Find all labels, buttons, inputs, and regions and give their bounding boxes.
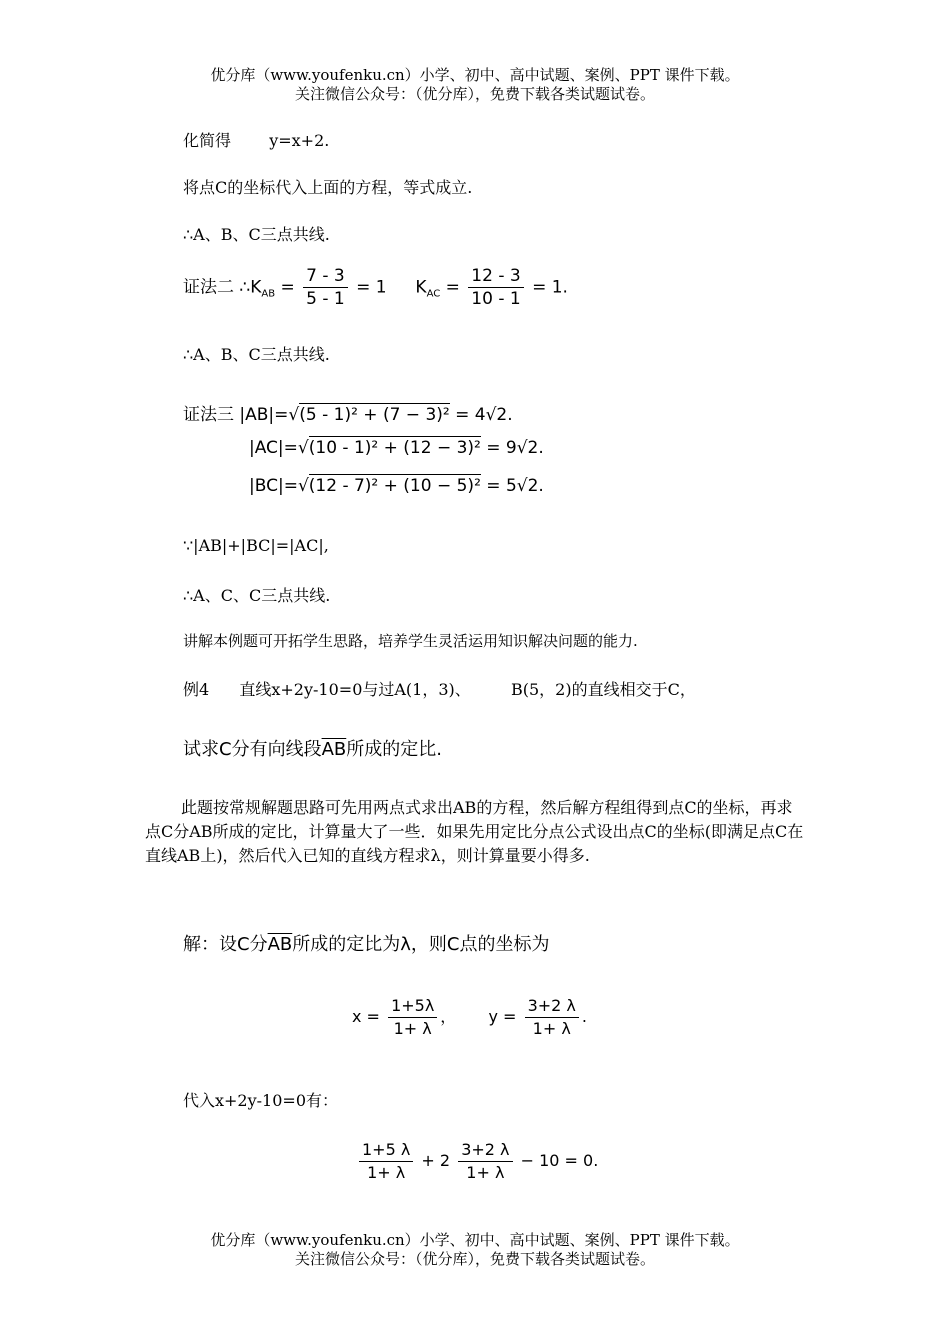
substitute-into-line: 代入x+2y-10=0有： [183, 1091, 339, 1110]
question-prefix: 试求C分有向线段 [183, 739, 322, 760]
solution-segment-ab: $\overline{AB}$ [267, 934, 293, 955]
ab-length-result: = 4√2. [455, 405, 513, 425]
analysis-text: 此题按常规解题思路可先用两点式求出AB的方程，然后解方程组得到点C的坐标，再求点C分AB所成的定比，计算量大了一些．如果先用定比分点公式设出点C的坐标(即满足点C在直线AB上)，然后代入已知的直线方程求λ，则计算量要小得多. [145, 798, 804, 865]
footer-line-2: 关注微信公众号：（优分库），免费下载各类试题试卷。 [294, 1250, 655, 1268]
x-denominator: 1+ λ [393, 1019, 432, 1038]
final-fraction-1-numerator: 1+5 λ [359, 1140, 413, 1162]
kac-subscript: AC [426, 288, 441, 300]
slope-ab-denominator: 5 - 1 [306, 289, 345, 309]
point-c-coordinates [352, 996, 587, 1039]
analysis-paragraph [145, 796, 805, 868]
example-4-label: 例4 [183, 680, 210, 699]
slope-ab-numerator: 7 - 3 [303, 266, 348, 288]
simplify-equation: y=x+2. [269, 131, 330, 150]
example-4-line [183, 677, 696, 700]
slope-ac-fraction [468, 266, 523, 309]
final-equation [356, 1140, 598, 1183]
teaching-note: 讲解本例题可开拓学生思路，培养学生灵活运用知识解决问题的能力. [183, 632, 638, 650]
bc-length-result: = 5√2. [486, 476, 544, 496]
solution-prefix: 解：设C分 [183, 934, 268, 955]
header-line-2: 关注微信公众号：（优分库），免费下载各类试题试卷。 [294, 85, 655, 103]
solution-line [183, 930, 549, 956]
slope-ac-result: = 1. [532, 277, 568, 298]
x-fraction [388, 996, 437, 1039]
solution-suffix: 所成的定比为λ，则C点的坐标为 [292, 934, 550, 955]
final-rest: − 10 = 0. [520, 1151, 599, 1170]
proof-three-bc: |BC|=√(12 - 7)² + (10 − 5)² = 5√2. [249, 476, 544, 496]
proof-two: 证法二 $\therefore K_{AB}$ = $\frac{7 - 3}{5 - 1}$ = 1 $K_{AC}$ = $\frac{12 - 3}{10 - 1}$ = 1. [183, 266, 568, 309]
final-fraction-1 [359, 1140, 413, 1183]
ab-length-radicand: (5 - 1)² + (7 − 3)² [299, 405, 450, 425]
kab-subscript: AB [261, 288, 276, 300]
y-fraction [525, 996, 579, 1039]
header-line-1: 优分库（www.youfenku.cn）小学、初中、高中试题、案例、PPT 课件下载。 [210, 66, 740, 84]
y-lhs: y = [488, 1007, 517, 1026]
coord-end: . [581, 1007, 587, 1026]
ac-length-lhs: |AC|= [249, 438, 298, 458]
final-fraction-2 [458, 1140, 512, 1183]
example-4-text-2: B(5，2)的直线相交于C， [510, 680, 696, 699]
simplify-line [183, 128, 329, 151]
collinear-conclusion-3: ∴A、C、C三点共线. [183, 586, 331, 605]
collinear-conclusion-1: ∴A、B、C三点共线. [183, 225, 330, 244]
ab-length-lhs: |AB|= [239, 405, 289, 425]
proof-three-label: 证法三 [183, 405, 234, 425]
final-fraction-2-denominator: 1+ λ [466, 1163, 505, 1182]
final-plus-two: + 2 [421, 1151, 451, 1170]
coord-separator: ， [440, 1007, 457, 1026]
proof-two-label: 证法二 [183, 277, 234, 298]
collinear-conclusion-2: ∴A、B、C三点共线. [183, 345, 330, 364]
question-segment-ab: $\overline{AB}$ [321, 739, 347, 760]
kac-label: K [415, 277, 427, 298]
slope-ac-numerator: 12 - 3 [468, 266, 523, 288]
ac-length-radicand: (10 - 1)² + (12 − 3)² [308, 438, 481, 458]
footer-line-1: 优分库（www.youfenku.cn）小学、初中、高中试题、案例、PPT 课件下载。 [210, 1231, 740, 1249]
y-numerator: 3+2 λ [525, 996, 579, 1018]
ac-length-result: = 9√2. [486, 438, 544, 458]
proof-three-ac: |AC|=√(10 - 1)² + (12 − 3)² = 9√2. [249, 438, 544, 458]
because-line: ∵|AB|+|BC|=|AC|, [183, 536, 329, 555]
question-suffix: 所成的定比. [346, 739, 442, 760]
example-4-question [183, 735, 442, 761]
x-lhs: x = [352, 1007, 380, 1026]
y-denominator: 1+ λ [532, 1019, 571, 1038]
final-fraction-2-numerator: 3+2 λ [458, 1140, 512, 1162]
bc-length-radicand: (12 - 7)² + (10 − 5)² [308, 476, 481, 496]
proof-three-ab: 证法三 |AB|=√(5 - 1)² + (7 − 3)² = 4√2. [183, 405, 513, 425]
x-numerator: 1+5λ [388, 996, 437, 1018]
example-4-text: 直线x+2y-10=0与过A(1，3)、 [239, 680, 471, 699]
slope-ab-fraction [303, 266, 348, 309]
slope-ac-denominator: 10 - 1 [471, 289, 521, 309]
simplify-label: 化简得 [183, 131, 232, 150]
therefore-kab: ∴K [239, 277, 262, 298]
final-fraction-1-denominator: 1+ λ [367, 1163, 406, 1182]
bc-length-lhs: |BC|= [249, 476, 298, 496]
slope-ab-result: = 1 [356, 277, 387, 298]
substitute-line: 将点C的坐标代入上面的方程，等式成立. [183, 178, 473, 197]
